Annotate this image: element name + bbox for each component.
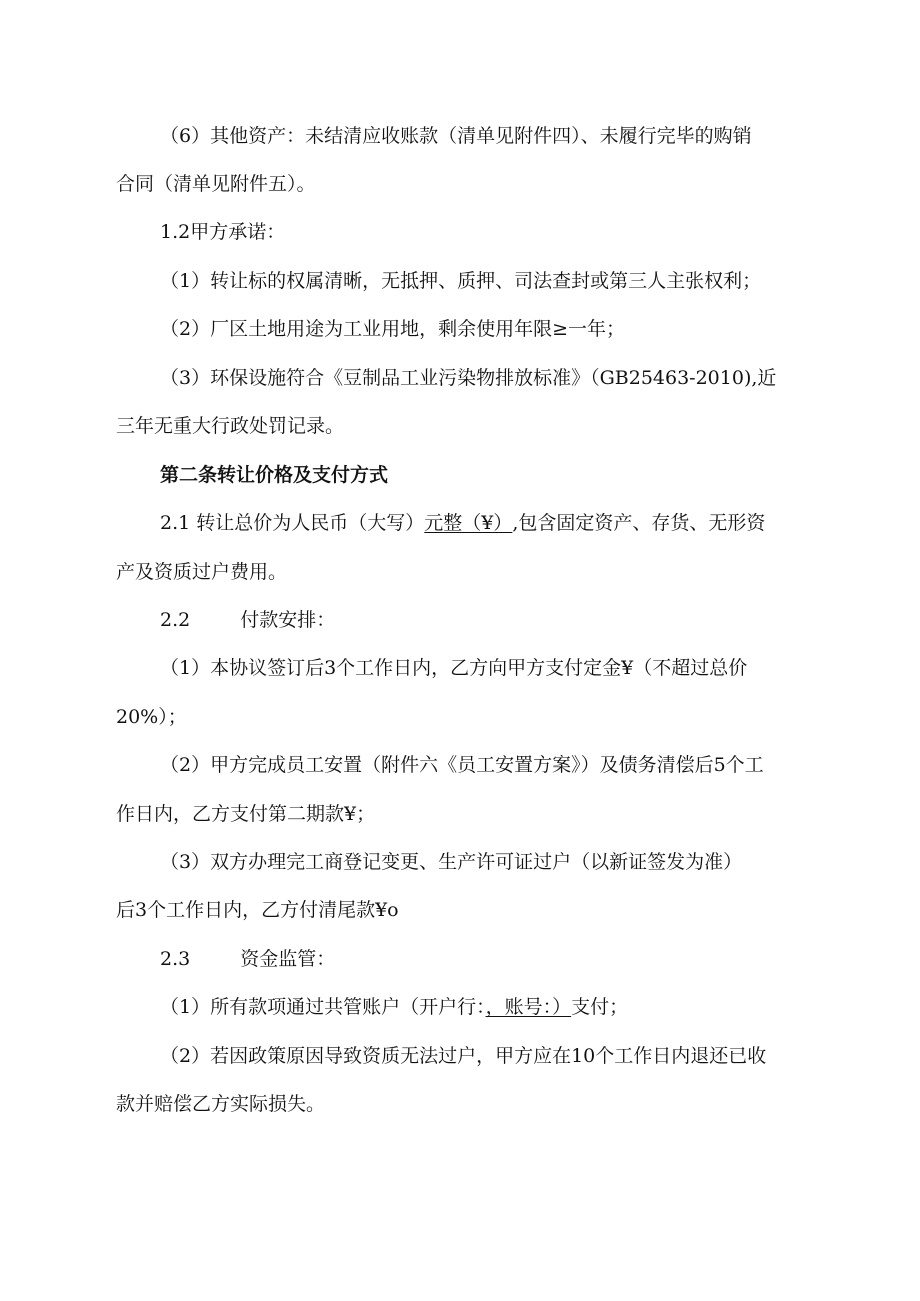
section-2-2-item-3-line-2: 后3个工作日内，乙方付清尾款¥o [116,899,399,921]
section-2-2-title: 付款安排： [240,609,336,631]
section-2-3-item-1 [160,995,628,1019]
section-2-1-line-2: 产及资质过户费用。 [116,561,288,583]
section-2-3-item-1-prefix: （1）所有款项通过共管账户（开户行： [160,996,486,1018]
section-2-3-title-line [160,947,335,971]
section-2-3-number: 2.3 [160,948,191,970]
section-2-2-item-1-line-2: 20%）； [116,706,187,728]
section-2-3-title: 资金监管： [240,948,336,970]
section-2-2-number: 2.2 [160,609,191,631]
section-1-2-item-3-line-2: 三年无重大行政处罚记录。 [116,415,345,437]
total-price-blank: 元整（¥） [424,512,513,534]
section-2-2-item-2-line-2: 作日内，乙方支付第二期款¥； [116,803,376,825]
section-1-2-item-2: （2）厂区土地用途为工业用地，剩余使用年限≥一年； [160,318,626,340]
section-2-3-item-1-suffix: 支付； [571,996,629,1018]
section-2-2-item-3-line-1: （3）双方办理完工商登记变更、生产许可证过户（以新证签发为准） [160,851,743,873]
section-2-1-line-1 [160,511,765,535]
clause-6-line-2: 合同（清单见附件五）。 [116,173,316,195]
section-2-1-suffix: ,包含固定资产、存货、无形资 [512,512,766,534]
section-1-2-title: 1.2甲方承诺： [160,221,286,243]
section-2-2-item-2-line-1: （2）甲方完成员工安置（附件六《员工安置方案》）及债务清偿后5个工 [160,754,764,776]
section-2-3-item-2-line-1: （2）若因政策原因导致资质无法过户，甲方应在10个工作日内退还已收 [160,1045,767,1067]
section-2-1-prefix: 2.1 转让总价为人民币（大写） [160,512,425,534]
section-2-3-item-2-line-2: 款并赔偿乙方实际损失。 [116,1093,326,1115]
section-1-2-item-3-line-1: （3）环保设施符合《豆制品工业污染物排放标准》（GB25463-2010),近 [160,367,777,389]
section-1-2-item-1: （1）转让标的权属清晰，无抵押、质押、司法查封或第三人主张权利； [160,270,762,292]
article-2-heading: 第二条转让价格及支付方式 [160,464,389,486]
section-2-2-title-line [160,608,335,632]
section-2-2-item-1-line-1: （1）本协议签订后3个工作日内，乙方向甲方支付定金¥（不超过总价 [160,657,748,679]
escrow-account-blank: ，账号：） [485,996,572,1018]
clause-6-line-1: （6）其他资产：未结清应收账款（清单见附件四）、未履行完毕的购销 [160,125,752,147]
